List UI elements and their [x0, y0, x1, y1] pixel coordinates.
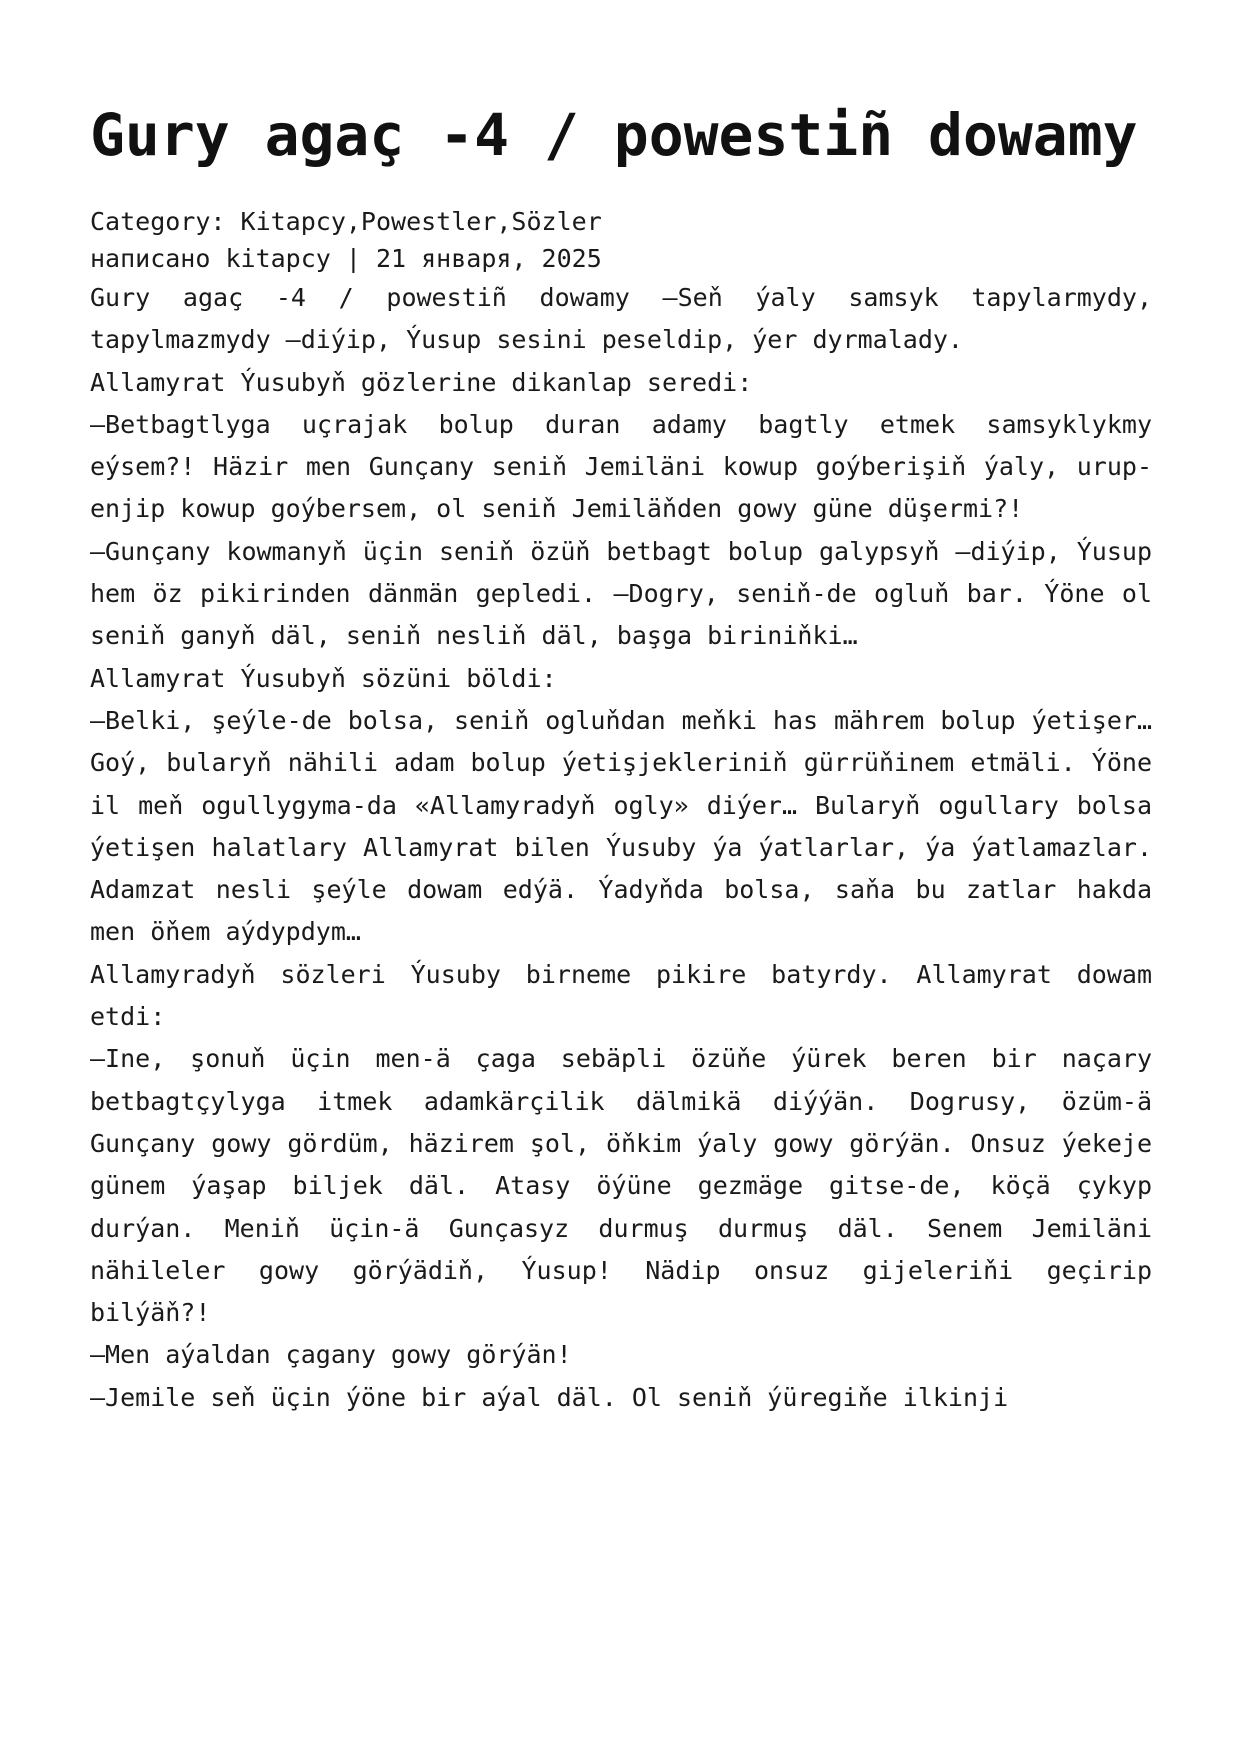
paragraph: Gury agaç -4 / powestiñ dowamy –Seň ýaly samsyk tapylarmydy, tapylmazmydy –diýip, Ýusup sesini peseldip, ýer dyrmalady.	[90, 283, 1152, 355]
paragraph: Allamyradyň sözleri Ýusuby birneme pikire batyrdy. Allamyrat dowam etdi:	[90, 959, 1152, 1032]
author-date-line: написано kitapcy | 21 января, 2025	[90, 244, 602, 273]
paragraph: Allamyrat Ýusubyň gözlerine dikanlap seredi:	[90, 367, 753, 397]
paragraph: Allamyrat Ýusubyň sözüni böldi:	[90, 663, 557, 693]
category-line: Category: Kitapcy,Powestler,Sözler	[90, 207, 602, 236]
article-meta	[90, 203, 1152, 277]
article-title: Gury agaç -4 / powestiñ dowamy	[90, 101, 1138, 169]
paragraph: –Jemile seň üçin ýöne bir aýal däl. Ol seniň ýüregiňe ilkinji	[90, 1382, 1009, 1412]
paragraph: –Belki, şeýle-de bolsa, seniň ogluňdan meňki has mährem bolup ýetişer… Goý, bularyň nähili adam bolup ýetişjekleriniň gürrüňinem etmäli. Ýöne il meň ogullygyma-da «Allamyradyň ogly» diýer… Bularyň ogullary bolsa ýetişen halatlary Allamyrat bilen Ýusuby ýa ýatlarlar, ýa ýatlamazlar. Adamzat nesli şeýle dowam edýä. Ýadyňda bolsa, saňa bu zatlar hakda men öňem aýdypdym…	[90, 705, 1152, 947]
paragraph: –Men aýaldan çagany gowy görýän!	[90, 1340, 572, 1370]
article-body	[90, 277, 1152, 1419]
paragraph: –Betbagtlyga uçrajak bolup duran adamy bagtly etmek samsyklykmy eýsem?! Häzir men Gunçany seniň Jemiläni kowup goýberişiň ýaly, urup-enjip kowup goýbersem, ol seniň Jemiläňden gowy güne düşermi?!	[90, 409, 1152, 524]
paragraph: –Ine, şonuň üçin men-ä çaga sebäpli özüňe ýürek beren bir naçary betbagtçylyga itmek adamkärçilik dälmikä diýýän. Dogrusy, özüm-ä Gunçany gowy gördüm, häzirem şol, öňkim ýaly gowy görýän. Onsuz ýekeje günem ýaşap biljek däl. Atasy öýüne gezmäge gitse-de, köçä çykyp durýan. Meniň üçin-ä Gunçasyz durmuş durmuş däl. Senem Jemiläni nähileler gowy görýädiň, Ýusup! Nädip onsuz gijeleriňi geçirip bilýäň?!	[90, 1044, 1152, 1328]
paragraph: –Gunçany kowmanyň üçin seniň özüň betbagt bolup galypsyň –diýip, Ýusup hem öz pikirinden dänmän gepledi. –Dogry, seniň-de ogluň bar. Ýöne ol seniň ganyň däl, seniň nesliň däl, başga biriniňki…	[90, 536, 1152, 651]
article	[90, 95, 1152, 1419]
